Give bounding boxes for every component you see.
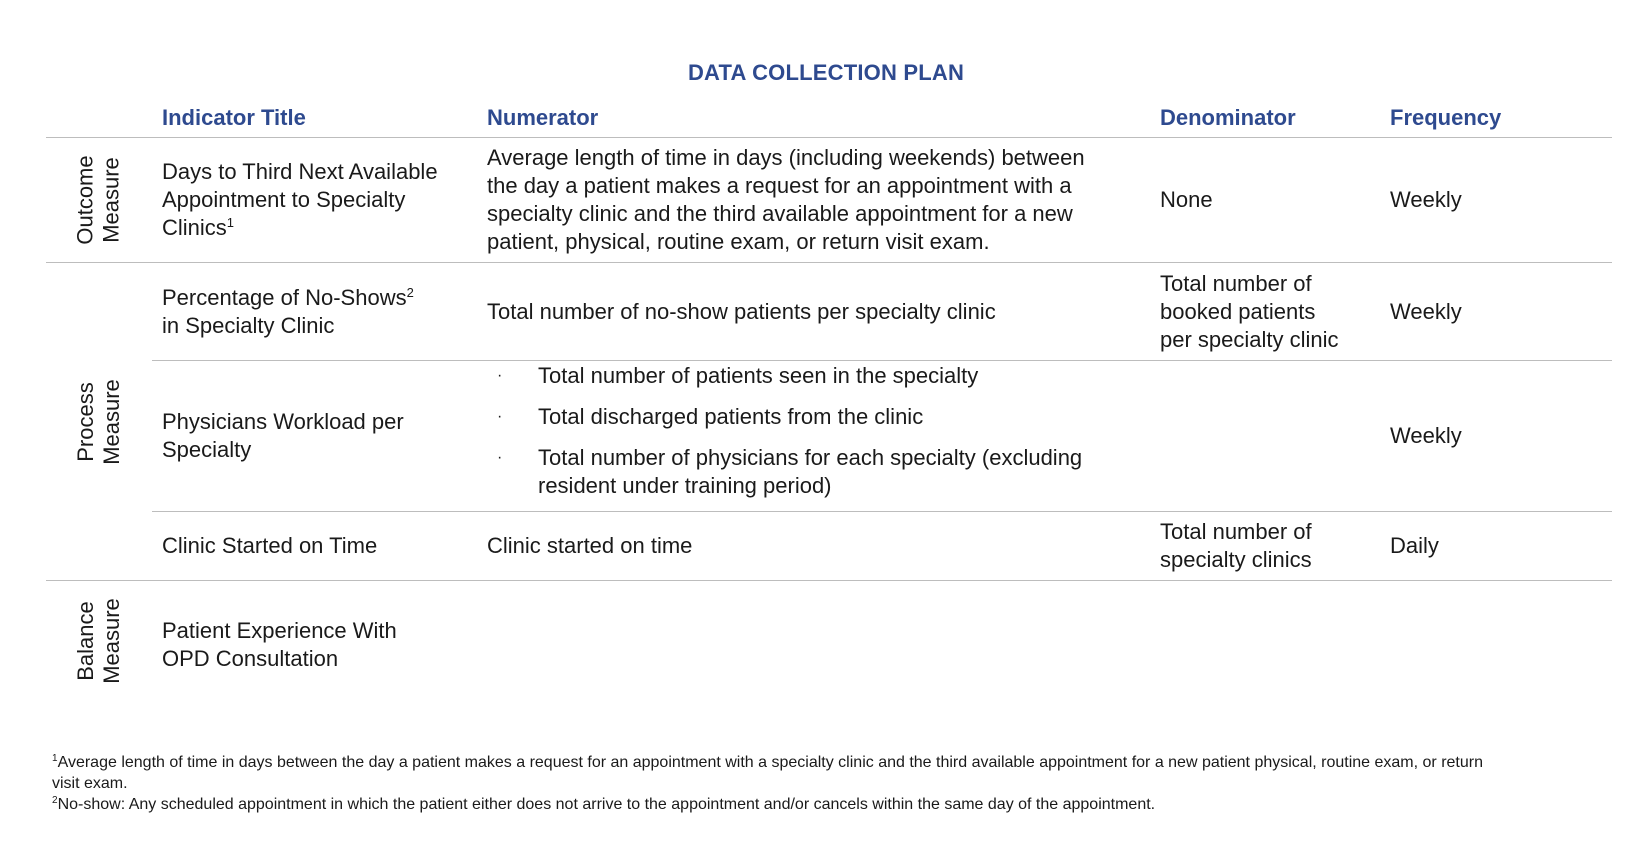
footnote-marker: 2	[52, 795, 58, 806]
header-indicator-title: Indicator Title	[162, 105, 306, 130]
cell-line: the day a patient makes a request for an appointment with a	[487, 173, 1072, 198]
cell-line: Total discharged patients from the clinic	[538, 404, 924, 429]
footnote-1	[52, 752, 1612, 773]
cell-line: Clinic Started on Time	[162, 533, 378, 558]
cell-line: Percentage of No-Shows	[162, 284, 407, 310]
footnote-text: Average length of time in days between the day a patient makes a request for an appointment with a specialty clinic and the third available appointment for a new patient physical, routine exam, or return	[57, 754, 1483, 771]
page-title: DATA COLLECTION PLAN	[687, 60, 965, 85]
table-row-5-indicator	[162, 610, 397, 680]
footnote-ref: 2	[406, 284, 414, 300]
footnote-ref: 1	[226, 215, 235, 230]
footnote-2	[52, 794, 1612, 815]
cell-text: Weekly	[1390, 298, 1462, 324]
table-row-1-indicator	[162, 138, 438, 262]
cell-text: Weekly	[1390, 423, 1462, 448]
cell-text: Daily	[1390, 533, 1439, 558]
table-row-4-numerator	[487, 512, 692, 580]
cell-line: Total number of patients seen in the specialty	[538, 363, 979, 388]
group-label-process	[66, 263, 132, 580]
list-item	[487, 403, 1107, 431]
cell-line: Clinics	[162, 215, 227, 240]
cell-line: Specialty	[162, 437, 252, 462]
table-row-4-indicator	[162, 512, 377, 580]
cell-line: Total number of	[1160, 270, 1312, 296]
table-row-2-numerator	[487, 263, 996, 360]
cell-line: specialty clinic and the third available appointment for a new	[487, 201, 1073, 226]
footnote-text: No-show: Any scheduled appointment in which the patient either does not arrive to the appointment and/or cancels within the same day of the appointment.	[57, 796, 1156, 813]
header-denominator: Denominator	[1160, 105, 1296, 130]
cell-line: booked patients	[1160, 298, 1316, 324]
cell-line: Physicians Workload per	[162, 409, 404, 434]
cell-line: OPD Consultation	[162, 646, 339, 671]
cell-line: Days to Third Next Available	[162, 159, 438, 184]
table-row-2-denominator	[1160, 263, 1339, 360]
group-label-line: Measure	[99, 157, 125, 243]
table-row-3-frequency	[1390, 361, 1462, 511]
footnote-marker: 1	[52, 753, 58, 764]
cell-line: resident under training period)	[538, 473, 832, 498]
table-row-2-frequency	[1390, 263, 1462, 360]
cell-line: in Specialty Clinic	[162, 312, 335, 338]
table-row-3-indicator	[162, 361, 404, 511]
list-item	[487, 362, 1107, 390]
group-label-line: Measure	[99, 598, 124, 684]
table-row-1-frequency	[1390, 138, 1462, 262]
list-item	[487, 444, 1107, 500]
table-row-4-frequency	[1390, 512, 1439, 580]
table-row-3-numerator-list	[487, 362, 1107, 513]
bullet-icon: ·	[497, 367, 503, 384]
bullet-icon: ·	[497, 408, 503, 425]
header-frequency: Frequency	[1390, 105, 1502, 130]
footnote-text: visit exam.	[52, 775, 128, 792]
group-label-line: Measure	[99, 378, 124, 465]
cell-line: Total number of	[1160, 519, 1312, 544]
cell-line: Average length of time in days (including weekends) between	[487, 145, 1085, 170]
group-label-balance	[66, 581, 132, 701]
group-label-line: Process	[73, 381, 98, 462]
cell-text: Weekly	[1390, 187, 1462, 212]
cell-line: Clinic started on time	[487, 533, 693, 558]
process-group-divider	[46, 580, 1612, 581]
cell-line: per specialty clinic	[1160, 326, 1339, 352]
group-label-line: Outcome	[73, 155, 99, 245]
table-row-1-denominator	[1160, 138, 1213, 262]
header-numerator: Numerator	[487, 105, 599, 130]
cell-line: Total number of no-show patients per specialty clinic	[487, 298, 996, 324]
group-label-outcome	[66, 138, 132, 262]
bullet-icon: ·	[497, 449, 503, 466]
cell-line: None	[1160, 187, 1213, 212]
table-row-2-indicator	[162, 263, 414, 360]
table-row-1-numerator	[487, 138, 1085, 262]
cell-line: Patient Experience With	[162, 618, 397, 643]
cell-line: specialty clinics	[1160, 547, 1312, 572]
cell-line: Appointment to Specialty	[162, 187, 406, 212]
cell-line: patient, physical, routine exam, or return visit exam.	[487, 229, 990, 254]
footnotes	[52, 752, 1612, 815]
table-row-4-denominator	[1160, 512, 1312, 580]
cell-line: Total number of physicians for each specialty (excluding	[538, 445, 1083, 470]
group-label-line: Balance	[73, 601, 98, 681]
